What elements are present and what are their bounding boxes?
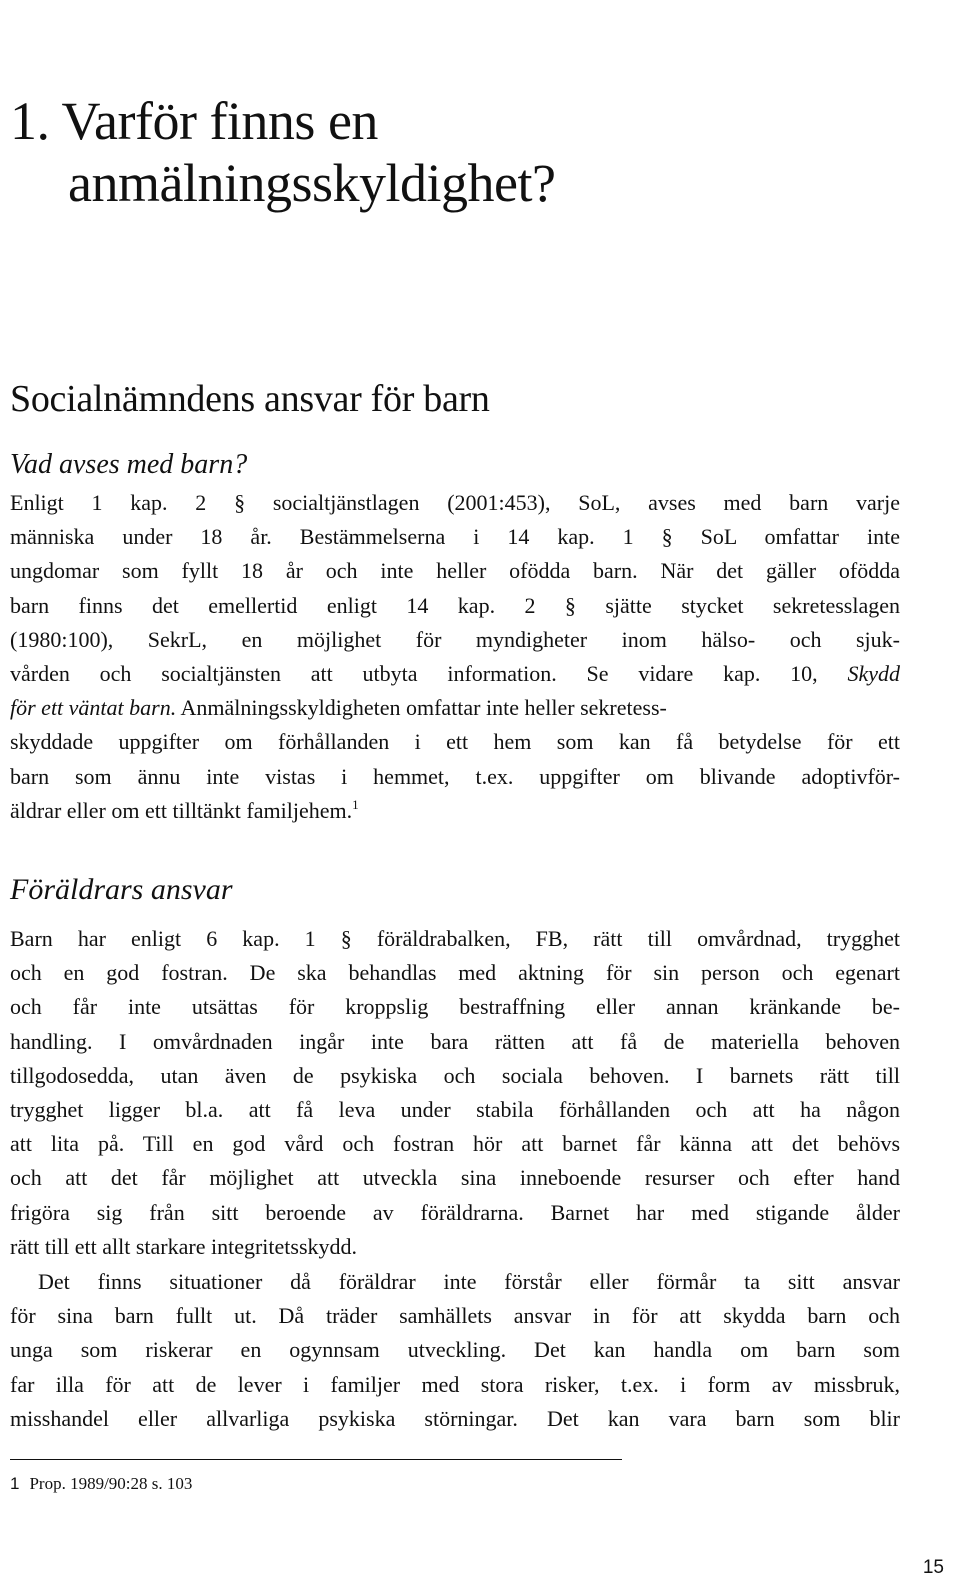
text-line: barn som ännu inte vistas i hemmet, t.ex. uppgifter om blivande adoptivför-	[10, 763, 900, 789]
chapter-title-line-1: 1. Varför finns en	[10, 91, 378, 151]
text-line: människa under 18 år. Bestämmelserna i 14 kap. 1 § SoL omfattar inte	[10, 524, 900, 550]
text-line: (1980:100), SekrL, en möjlighet för myndigheter inom hälso- och sjuk-	[10, 626, 900, 652]
text-line: Enligt 1 kap. 2 § socialtjänstlagen (2001:453), SoL, avses med barn varje	[10, 490, 900, 515]
page-number: 15	[922, 1557, 944, 1578]
subsection-heading-children: Vad avses med barn?	[10, 449, 248, 480]
cross-reference-italic: Skydd	[847, 661, 900, 687]
text-line: för sina barn fullt ut. Då träder samhällets ansvar in för att skydda barn och	[10, 1303, 900, 1329]
text-line: ungdomar som fyllt 18 år och inte heller ofödda barn. När det gäller ofödda	[10, 558, 900, 584]
footnote	[10, 1472, 192, 1496]
text-line: tillgodosedda, utan även de psykiska och sociala behoven. I barnets rätt till	[10, 1062, 900, 1088]
text-line: att lita på. Till en god vård och fostran hör att barnet får känna att det behövs	[10, 1131, 900, 1157]
text-line: Det finns situationer då föräldrar inte förstår eller förmår ta sitt ansvar	[38, 1269, 900, 1294]
section-title: Socialnämndens ansvar för barn	[10, 378, 490, 420]
text-line: far illa för att de lever i familjer med stora risker, t.ex. i form av missbruk,	[10, 1371, 900, 1397]
subsection-heading-parents: Föräldrars ansvar	[10, 873, 233, 906]
text-line: unga som riskerar en ogynnsam utveckling. Det kan handla om barn som	[10, 1337, 900, 1363]
chapter-title-line-2: anmälningsskyldighet?	[68, 153, 556, 213]
text-line	[10, 691, 900, 725]
cross-reference-italic: för ett väntat barn.	[10, 695, 177, 721]
text-line: rätt till ett allt starkare integritetsskydd.	[10, 1233, 358, 1259]
footnote-number: 1	[10, 1474, 20, 1493]
chapter-title	[10, 90, 890, 214]
text-segment: vården och socialtjänsten att utbyta information. Se vidare kap. 10,	[10, 661, 818, 687]
text-line: trygghet ligger bl.a. att få leva under stabila förhållanden och att ha någon	[10, 1097, 900, 1123]
text-line	[10, 794, 900, 828]
text-line: Barn har enligt 6 kap. 1 § föräldrabalken, FB, rätt till omvårdnad, trygghet	[10, 926, 900, 951]
paragraph-parents-responsibility	[10, 922, 900, 1264]
text-line: och att det får möjlighet att utveckla sina inneboende resurser och efter hand	[10, 1165, 900, 1191]
text-segment: Anmälningsskyldigheten omfattar inte heller sekretess-	[180, 695, 667, 721]
text-line: skyddade uppgifter om förhållanden i ett hem som kan få betydelse för ett	[10, 729, 900, 755]
text-line: handling. I omvårdnaden ingår inte bara rätten att få de materiella behoven	[10, 1028, 900, 1054]
footnote-reference: 1	[352, 796, 359, 812]
paragraph-society-responsibility	[10, 1265, 900, 1436]
text-line: och en god fostran. De ska behandlas med aktning för sin person och egenart	[10, 960, 900, 986]
text-segment: äldrar eller om ett tilltänkt familjehem.	[10, 797, 353, 823]
footnote-divider	[10, 1459, 622, 1460]
footnote-text: Prop. 1989/90:28 s. 103	[29, 1474, 193, 1493]
text-line: och får inte utsättas för kroppslig bestraffning eller annan kränkande be-	[10, 994, 900, 1020]
text-line: barn finns det emellertid enligt 14 kap. 2 § sjätte stycket sekretesslagen	[10, 592, 900, 618]
paragraph-definition-of-child	[10, 486, 900, 828]
text-line: frigöra sig från sitt beroende av föräldrarna. Barnet har med stigande ålder	[10, 1199, 900, 1225]
text-line: misshandel eller allvarliga psykiska störningar. Det kan vara barn som blir	[10, 1405, 900, 1431]
text-line	[10, 657, 900, 691]
